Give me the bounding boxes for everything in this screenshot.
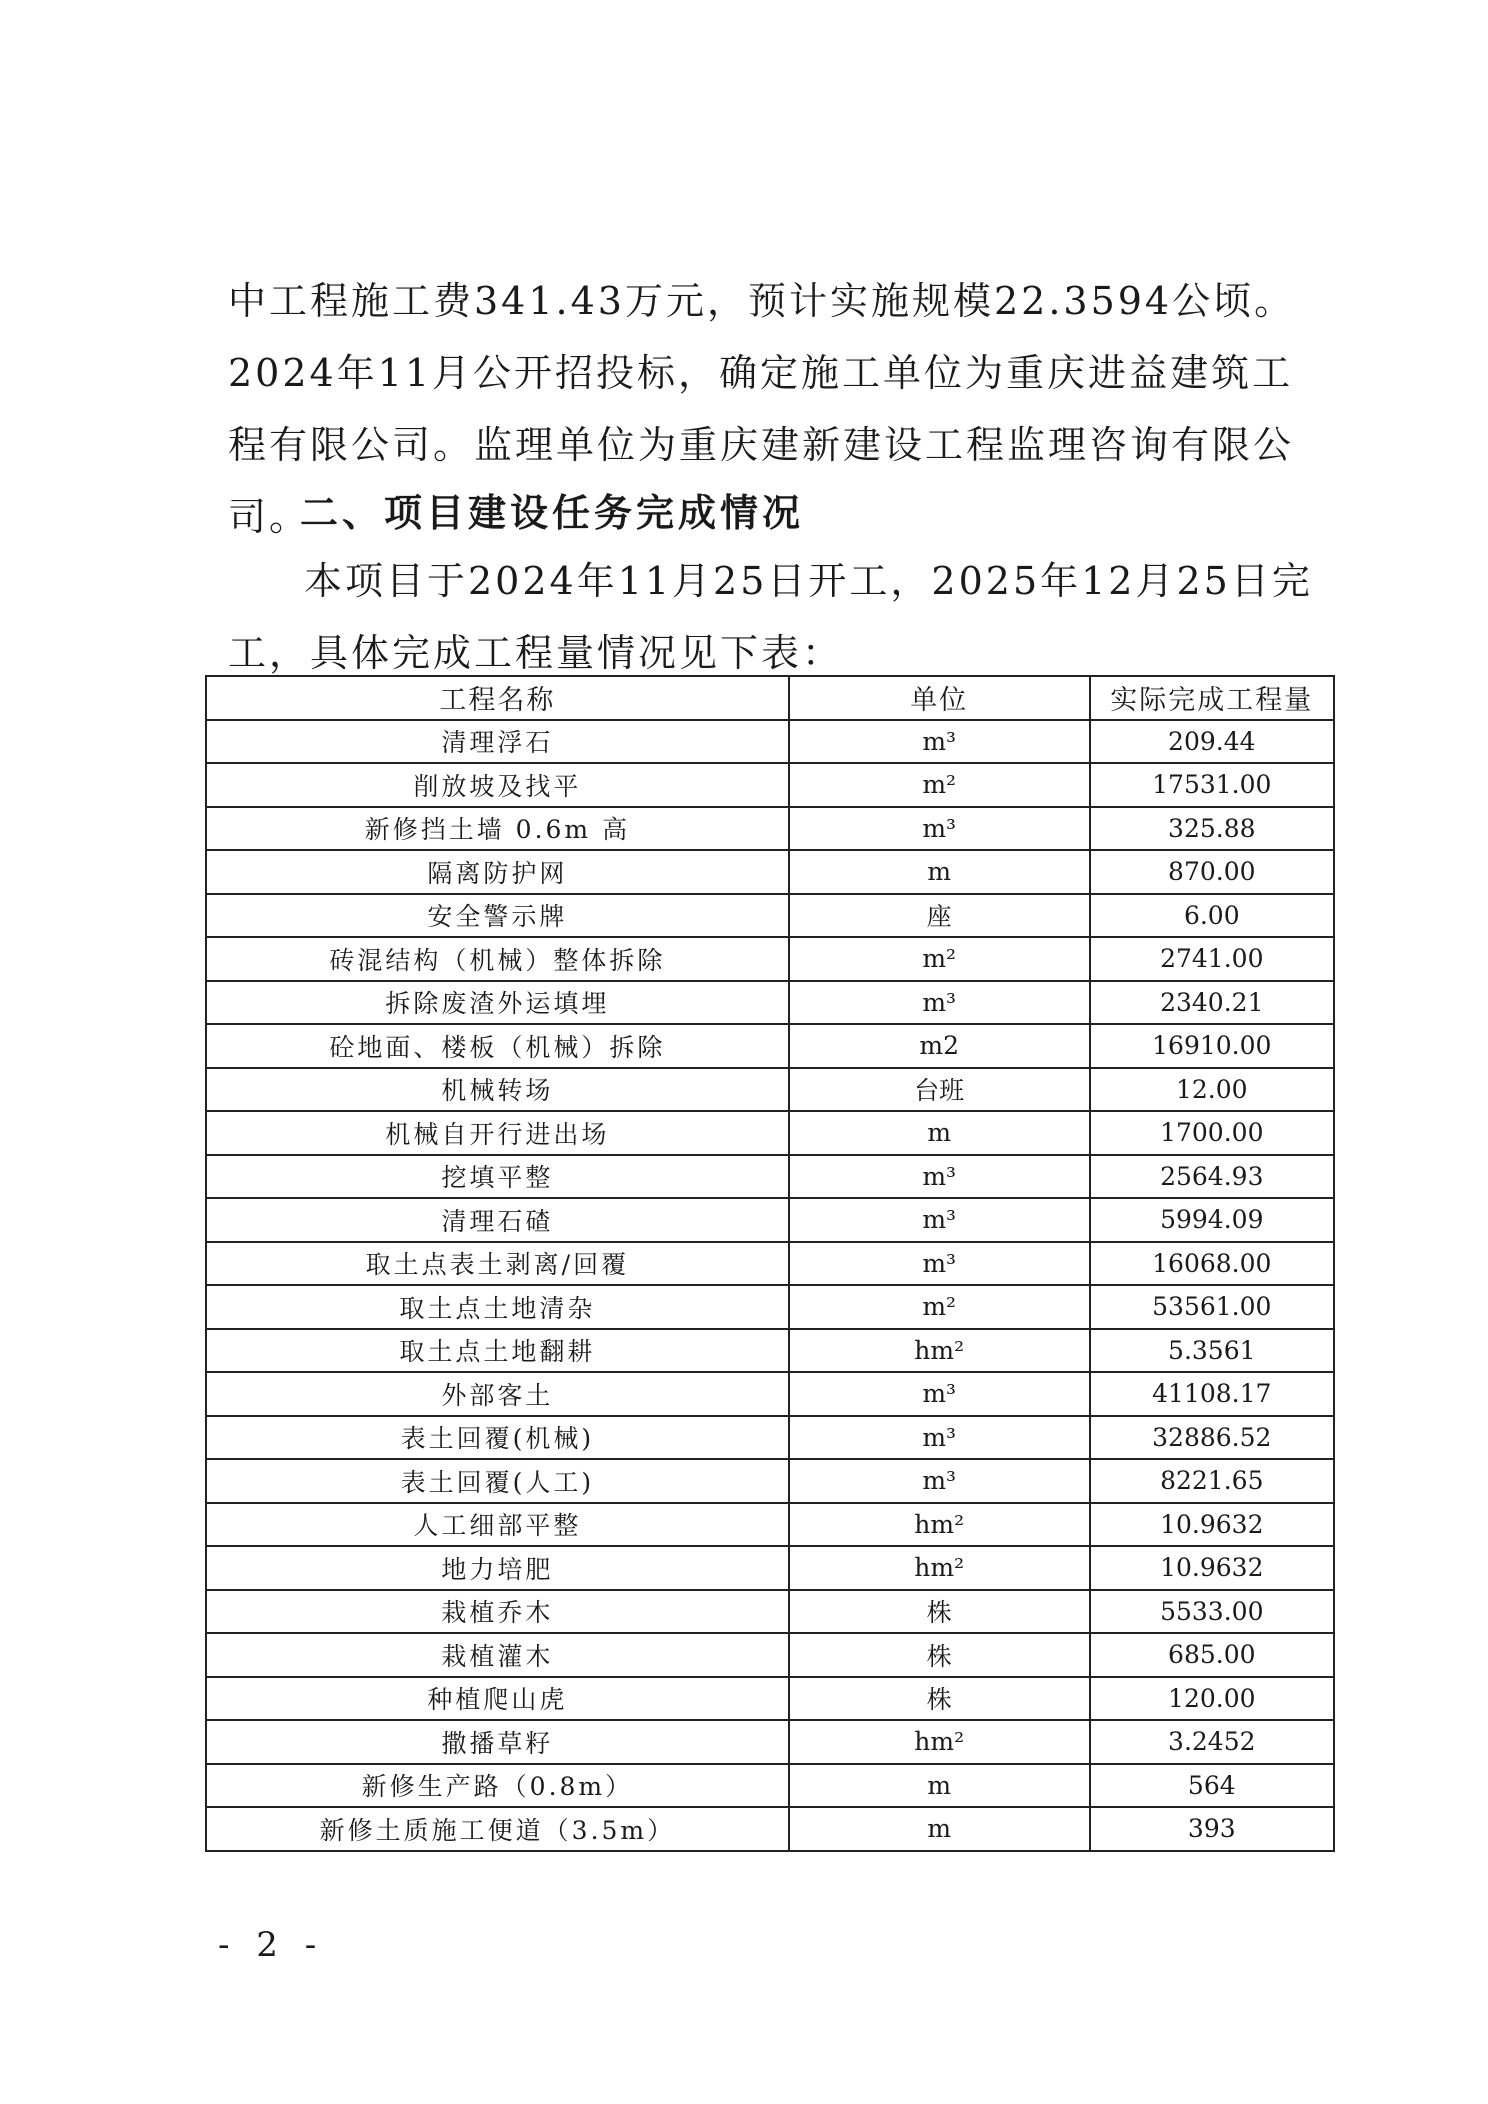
cell-project-name: 取土点表土剥离/回覆 <box>206 1242 789 1286</box>
cell-quantity: 53561.00 <box>1090 1285 1334 1329</box>
cell-project-name: 安全警示牌 <box>206 894 789 938</box>
cell-unit: m <box>789 1807 1090 1851</box>
cell-project-name: 新修土质施工便道（3.5m） <box>206 1807 789 1851</box>
table-row <box>206 1633 1334 1677</box>
cell-project-name: 新修生产路（0.8m） <box>206 1764 789 1808</box>
table-row <box>206 937 1334 981</box>
cell-unit: hm² <box>789 1546 1090 1590</box>
cell-unit: m³ <box>789 720 1090 764</box>
table-row <box>206 1764 1334 1808</box>
cell-quantity: 16068.00 <box>1090 1242 1334 1286</box>
table-row <box>206 1416 1334 1460</box>
cell-project-name: 取土点土地翻耕 <box>206 1329 789 1373</box>
cell-quantity: 5.3561 <box>1090 1329 1334 1373</box>
table-row <box>206 1503 1334 1547</box>
cell-quantity: 5533.00 <box>1090 1590 1334 1634</box>
cell-project-name: 撒播草籽 <box>206 1720 789 1764</box>
cell-unit: m³ <box>789 1198 1090 1242</box>
cell-quantity: 12.00 <box>1090 1068 1334 1112</box>
table-row <box>206 1111 1334 1155</box>
cell-quantity: 2340.21 <box>1090 981 1334 1025</box>
cell-unit: hm² <box>789 1503 1090 1547</box>
page-number: - 2 - <box>218 1925 325 1965</box>
cell-unit: m² <box>789 763 1090 807</box>
cell-project-name: 栽植乔木 <box>206 1590 789 1634</box>
cell-unit: 株 <box>789 1677 1090 1721</box>
cell-unit: m³ <box>789 1372 1090 1416</box>
cell-quantity: 393 <box>1090 1807 1334 1851</box>
table-row <box>206 1807 1334 1851</box>
cell-unit: m³ <box>789 807 1090 851</box>
cell-quantity: 8221.65 <box>1090 1459 1334 1503</box>
schedule-paragraph: 本项目于2024年11月25日开工，2025年12月25日完工，具体完成工程量情况见下表： <box>228 559 1313 675</box>
cell-unit: m <box>789 1111 1090 1155</box>
table-body <box>206 720 1334 1851</box>
cell-project-name: 取土点土地清杂 <box>206 1285 789 1329</box>
cell-unit: m² <box>789 937 1090 981</box>
table-row <box>206 1329 1334 1373</box>
cell-quantity: 870.00 <box>1090 850 1334 894</box>
table-row <box>206 807 1334 851</box>
cell-unit: m³ <box>789 1155 1090 1199</box>
table-row <box>206 1546 1334 1590</box>
cell-project-name: 新修挡土墙 0.6m 高 <box>206 807 789 851</box>
cell-quantity: 564 <box>1090 1764 1334 1808</box>
cell-quantity: 2741.00 <box>1090 937 1334 981</box>
cell-project-name: 砖混结构（机械）整体拆除 <box>206 937 789 981</box>
cell-project-name: 表土回覆(机械) <box>206 1416 789 1460</box>
cell-quantity: 1700.00 <box>1090 1111 1334 1155</box>
table-header-row <box>206 676 1334 720</box>
cell-unit: m³ <box>789 981 1090 1025</box>
cell-quantity: 120.00 <box>1090 1677 1334 1721</box>
cell-project-name: 人工细部平整 <box>206 1503 789 1547</box>
cell-unit: hm² <box>789 1720 1090 1764</box>
table-row <box>206 1677 1334 1721</box>
header-project-name: 工程名称 <box>206 676 789 720</box>
table-row <box>206 850 1334 894</box>
cell-unit: m² <box>789 1285 1090 1329</box>
cell-quantity: 3.2452 <box>1090 1720 1334 1764</box>
cell-quantity: 2564.93 <box>1090 1155 1334 1199</box>
table-row <box>206 1590 1334 1634</box>
table-row <box>206 1459 1334 1503</box>
cell-quantity: 10.9632 <box>1090 1546 1334 1590</box>
cell-unit: 台班 <box>789 1068 1090 1112</box>
cell-unit: 株 <box>789 1590 1090 1634</box>
cell-quantity: 32886.52 <box>1090 1416 1334 1460</box>
cell-project-name: 表土回覆(人工) <box>206 1459 789 1503</box>
cell-quantity: 209.44 <box>1090 720 1334 764</box>
cell-unit: 株 <box>789 1633 1090 1677</box>
cell-quantity: 325.88 <box>1090 807 1334 851</box>
table-row <box>206 894 1334 938</box>
table-row <box>206 763 1334 807</box>
cell-project-name: 拆除废渣外运填埋 <box>206 981 789 1025</box>
header-quantity: 实际完成工程量 <box>1090 676 1334 720</box>
cell-quantity: 685.00 <box>1090 1633 1334 1677</box>
cell-project-name: 清理石碴 <box>206 1198 789 1242</box>
cell-project-name: 削放坡及找平 <box>206 763 789 807</box>
table-row <box>206 1242 1334 1286</box>
cell-project-name: 栽植灌木 <box>206 1633 789 1677</box>
table-row <box>206 1068 1334 1112</box>
cell-quantity: 16910.00 <box>1090 1024 1334 1068</box>
cell-quantity: 17531.00 <box>1090 763 1334 807</box>
cell-project-name: 隔离防护网 <box>206 850 789 894</box>
table-row <box>206 720 1334 764</box>
cell-project-name: 外部客土 <box>206 1372 789 1416</box>
cell-quantity: 10.9632 <box>1090 1503 1334 1547</box>
cell-quantity: 41108.17 <box>1090 1372 1334 1416</box>
intro-paragraph: 中工程施工费341.43万元，预计实施规模22.3594公顷。2024年11月公开招投标，确定施工单位为重庆进益建筑工程有限公司。监理单位为重庆建新建设工程监理咨询有限公司。 <box>228 279 1296 539</box>
header-unit: 单位 <box>789 676 1090 720</box>
cell-project-name: 机械自开行进出场 <box>206 1111 789 1155</box>
table-row <box>206 981 1334 1025</box>
cell-unit: 座 <box>789 894 1090 938</box>
section-heading: 二、项目建设任务完成情况 <box>300 491 805 535</box>
cell-project-name: 砼地面、楼板（机械）拆除 <box>206 1024 789 1068</box>
cell-unit: m <box>789 1764 1090 1808</box>
table-row <box>206 1198 1334 1242</box>
cell-project-name: 机械转场 <box>206 1068 789 1112</box>
table-row <box>206 1720 1334 1764</box>
table-row <box>206 1024 1334 1068</box>
cell-unit: m2 <box>789 1024 1090 1068</box>
cell-quantity: 5994.09 <box>1090 1198 1334 1242</box>
cell-project-name: 地力培肥 <box>206 1546 789 1590</box>
cell-project-name: 挖填平整 <box>206 1155 789 1199</box>
cell-unit: m³ <box>789 1242 1090 1286</box>
cell-unit: m <box>789 850 1090 894</box>
cell-project-name: 种植爬山虎 <box>206 1677 789 1721</box>
cell-quantity: 6.00 <box>1090 894 1334 938</box>
cell-unit: hm² <box>789 1329 1090 1373</box>
table-row <box>206 1285 1334 1329</box>
work-quantity-table <box>205 675 1335 1852</box>
table-row <box>206 1155 1334 1199</box>
cell-unit: m³ <box>789 1459 1090 1503</box>
cell-project-name: 清理浮石 <box>206 720 789 764</box>
table-row <box>206 1372 1334 1416</box>
cell-unit: m³ <box>789 1416 1090 1460</box>
